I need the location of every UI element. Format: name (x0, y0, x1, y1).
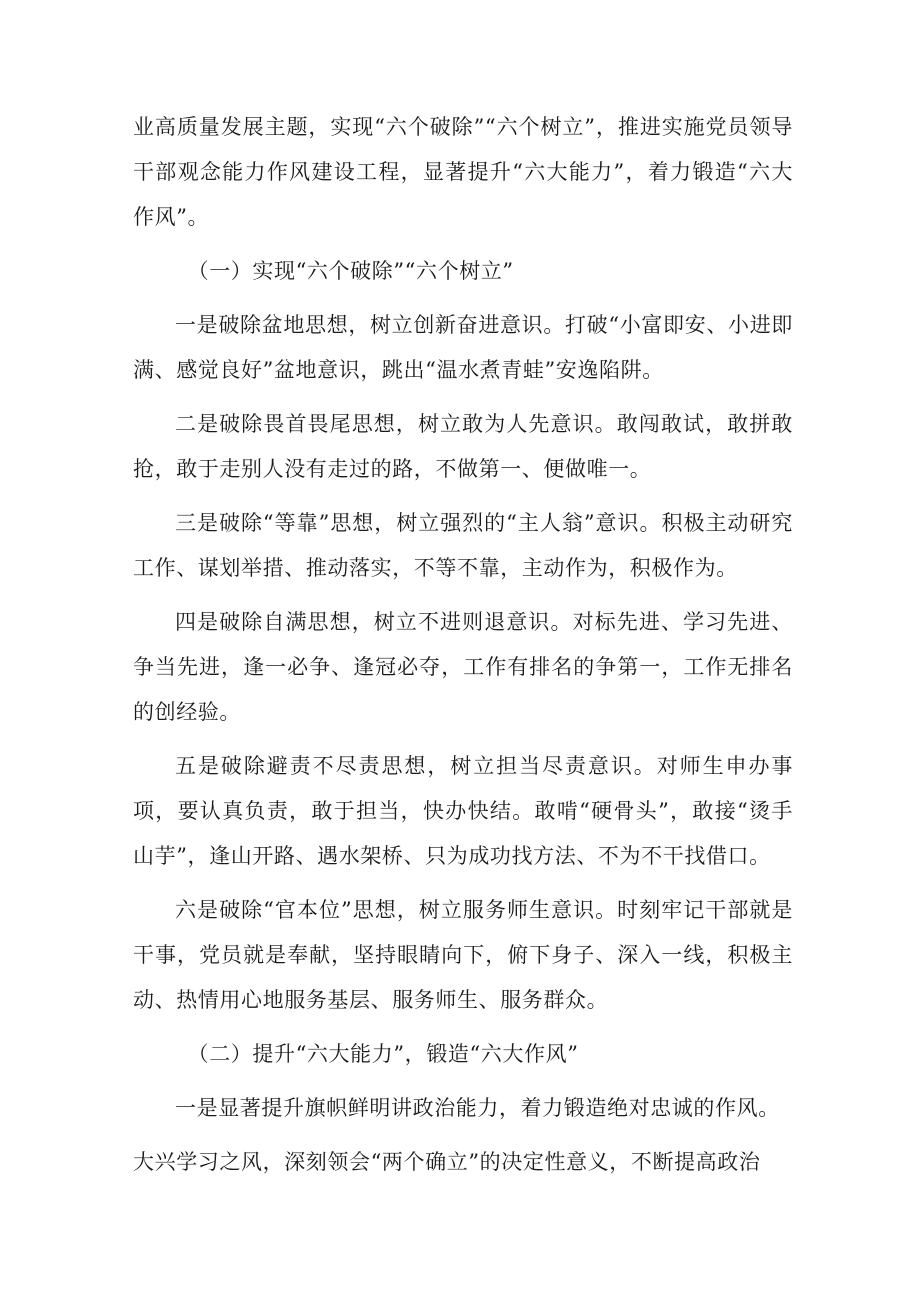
section-heading-2: （二）提升“六大能力”，锻造“六大作风” (187, 1042, 579, 1066)
paragraph-item-5: 五是破除避责不尽责思想，树立担当尽责意识。对师生申办事项，要认真负责，敢于担当，快办快结。敢啃“硬骨头”，敢接“烫手山芋”，逢山开路、遇水架桥、只为成功找方法、不为不干找借口。 (133, 754, 793, 868)
paragraph-continuation: 业高质量发展主题，实现“六个破除”“六个树立”，推进实施党员领导干部观念能力作风建设工程，显著提升“六大能力”，着力锻造“六大作风”。 (133, 115, 793, 229)
paragraph-continued-text: 大兴学习之风，深刻领会“两个确立”的决定性意义，不断提高政治 (133, 1150, 761, 1174)
section-heading-1: （一）实现“六个破除”“六个树立” (187, 259, 514, 283)
document-body (133, 105, 793, 1194)
paragraph-item-2: 二是破除畏首畏尾思想，树立敢为人先意识。敢闯敢试，敢拼敢抢，敢于走别人没有走过的路，不做第一、便做唯一。 (133, 412, 793, 481)
paragraph-ability-1: 一是显著提升旗帜鲜明讲政治能力，着力锻造绝对忠诚的作风。 (175, 1096, 780, 1120)
paragraph-item-6: 六是破除“官本位”思想，树立服务师生意识。时刻牢记干部就是干事，党员就是奉献，坚持眼睛向下，俯下身子、深入一线，积极主动、热情用心地服务基层、服务师生、服务群众。 (133, 898, 793, 1012)
paragraph-item-3: 三是破除“等靠”思想，树立强烈的“主人翁”意识。积极主动研究工作、谋划举措、推动落实，不等不靠，主动作为，积极作为。 (133, 511, 793, 580)
paragraph-item-4: 四是破除自满思想，树立不进则退意识。对标先进、学习先进、争当先进，逢一必争、逢冠必夺，工作有排名的争第一，工作无排名的创经验。 (133, 610, 793, 724)
paragraph-item-1: 一是破除盆地思想，树立创新奋进意识。打破“小富即安、小进即满、感觉良好”盆地意识，跳出“温水煮青蛙”安逸陷阱。 (133, 313, 793, 382)
